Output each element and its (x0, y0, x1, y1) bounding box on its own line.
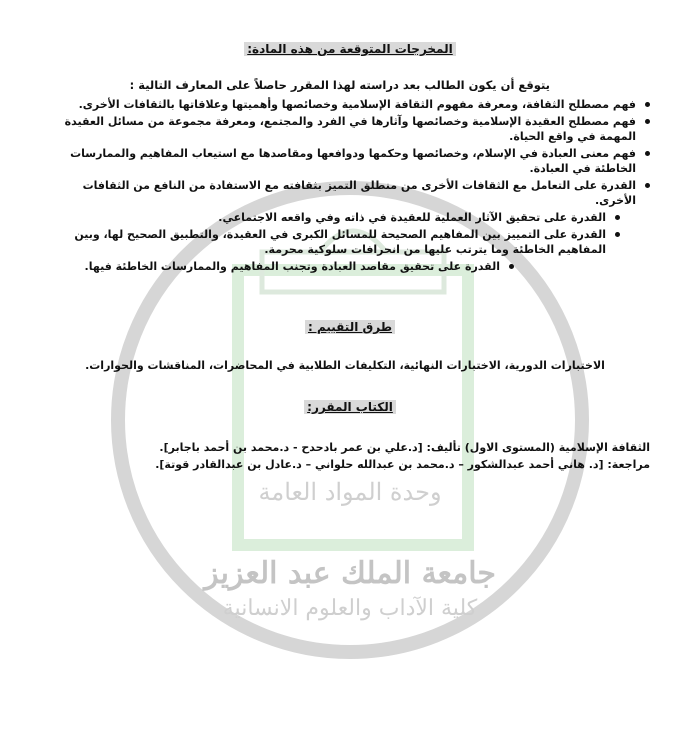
bullet-icon (645, 183, 650, 188)
evaluation-text: الاختبارات الدورية، الاختبارات النهائية، التكليفات الطلابية في المحاضرات، المناقشات والحوارات. (85, 359, 605, 372)
evaluation-heading: طرق التقييم : (0, 320, 700, 334)
list-item: القدرة على تحقيق الآثار العملية للعقيدة في ذاته وفي واقعه الاجتماعي. (40, 210, 650, 225)
bullet-icon (645, 119, 650, 124)
list-item: القدرة على التمييز بين المفاهيم الصحيحة للمسائل الكبرى في العقيدة، والتطبيق الصحيح لها، وبين المفاهيم الخاطئة وما يترتب عليها من انحرافات سلوكية محرمة. (40, 227, 650, 257)
outcomes-heading: المخرجات المتوقعة من هذه المادة: (0, 42, 700, 56)
outcomes-list (40, 97, 650, 276)
textbook-heading: الكتاب المقرر: (0, 400, 700, 414)
bullet-icon (645, 102, 650, 107)
watermark-unit: وحدة المواد العامة (258, 478, 442, 506)
list-item: فهم معنى العبادة في الإسلام، وخصائصها وحكمها ودوافعها ومقاصدها مع استيعاب المفاهيم والممارسات الخاطئة في العبادة. (40, 146, 650, 176)
bullet-icon (615, 232, 620, 237)
list-item: فهم مصطلح العقيدة الإسلامية وخصائصها وآثارها في الفرد والمجتمع، ومعرفة مجموعة من مسائل العقيدة المهمة في واقع الحياة. (40, 114, 650, 144)
bullet-icon (645, 151, 650, 156)
textbook-line-2: مراجعة: [د. هاني أحمد عبدالشكور – د.محمد بن عبدالله حلواني – د.عادل بن عبدالقادر قوتة]. (155, 458, 650, 471)
list-item: القدرة على تحقيق مقاصد العبادة وتجنب المفاهيم والممارسات الخاطئة فيها. (40, 259, 650, 274)
watermark-university: جامعة الملك عبد العزيز (204, 556, 496, 591)
list-item: فهم مصطلح الثقافة، ومعرفة مفهوم الثقافة الإسلامية وخصائصها وأهميتها وعلاقاتها بالثقافات الأخرى. (40, 97, 650, 112)
bullet-icon (509, 264, 514, 269)
list-item: القدرة على التعامل مع الثقافات الأخرى من منطلق التميز بثقافته مع الاستفادة من النافع من الثقافات الأخرى. (40, 178, 650, 208)
textbook-line-1: الثقافة الإسلامية (المستوى الاول) تأليف: [د.علي بن عمر بادحدح - د.محمد بن أحمد باجابر]. (159, 441, 650, 454)
watermark-college: كلية الآداب والعلوم الانسانية (222, 596, 478, 621)
bullet-icon (615, 215, 620, 220)
outcomes-intro: يتوقع أن يكون الطالب بعد دراسته لهذا المقرر حاصلاً على المعارف التالية : (129, 78, 550, 92)
